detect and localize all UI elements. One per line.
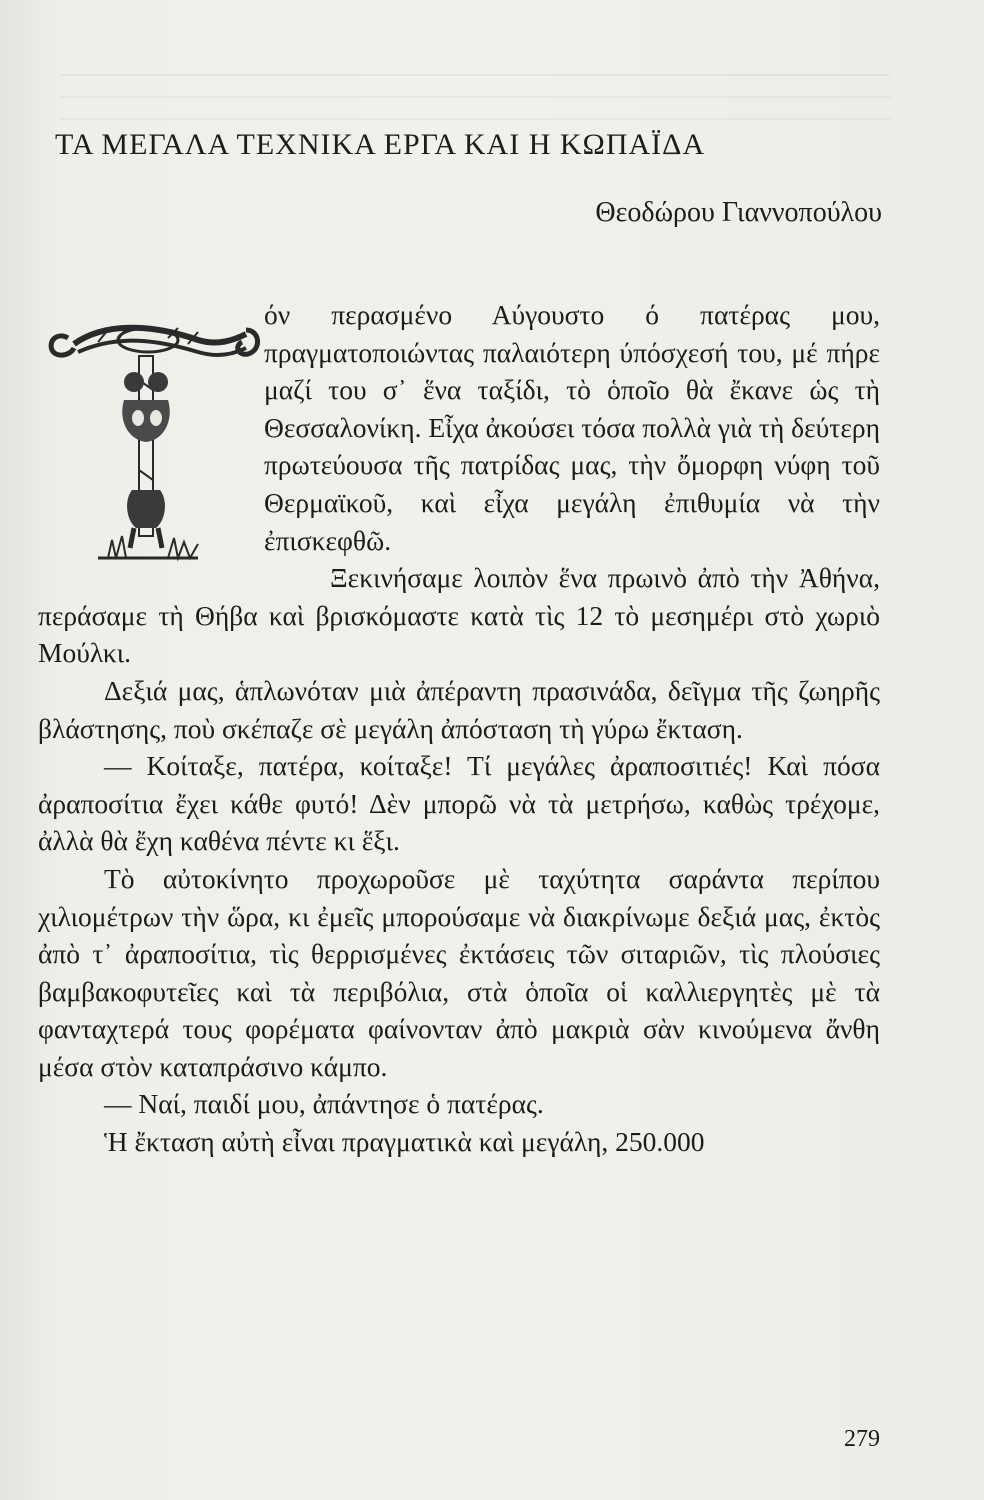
chapter-title: ΤΑ ΜΕΓΑΛΑ ΤΕΧΝΙΚΑ ΕΡΓΑ ΚΑΙ Η ΚΩΠΑΪΔΑ [55, 128, 706, 161]
article-body [38, 296, 880, 1161]
show-through-texture [60, 60, 890, 120]
author-name: Θεοδώρου Γιαννοπούλου [595, 197, 882, 228]
first-paragraph: όν περασμένο Αύγουστο ό πατέρας μου, πραγματοποιώντας παλαιότερη ύπόσχεσή του, μέ πήρε μαζί του σ᾽ ἕνα ταξίδι, τὸ ὁποῖο θὰ ἔκανε ὡς τὴ Θεσσαλονίκη. Εἶχα ἀκούσει τόσα πολλὰ γιὰ τὴ δεύτερη πρωτεύουσα τῆς πατρίδας μας, τὴν ὄμορφη νύφη τοῦ Θερμαϊκοῦ, καὶ εἶχα μεγάλη ἐπιθυμία νὰ τὴν ἐπισκεφθῶ. [264, 299, 880, 556]
dialogue-paragraph: — Ναί, παιδί μου, ἀπάντησε ὁ πατέρας. [104, 1088, 544, 1120]
ornamental-initial-icon [38, 300, 260, 568]
paragraph: Ἡ ἔκταση αὐτὴ εἶναι πραγματικὰ καὶ μεγάλη, 250.000 [104, 1126, 705, 1158]
page-number: 279 [844, 1426, 880, 1452]
paragraph: Δεξιά μας, ἁπλωνόταν μιὰ ἀπέραντη πρασινάδα, δεῖγμα τῆς ζωηρῆς βλάστησης, ποὺ σκέπαζε σὲ μεγάλη ἀπόσταση τὴ γύρω ἔκταση. [38, 674, 880, 744]
paragraph: Τὸ αὐτοκίνητο προχωροῦσε μὲ ταχύτητα σαράντα περίπου χιλιομέτρων τὴν ὥρα, κι ἐμεῖς μπορούσαμε νὰ διακρίνωμε δεξιά μας, ἐκτὸς ἀπὸ τ᾽ ἀραποσίτια, τὶς θερρισμένες ἐκτάσεις τῶν σιταριῶν, τὶς πλούσιες βαμβακοφυτεῖες καὶ τὰ περιβόλια, στὰ ὁποῖα οἱ καλλιεργητὲς μὲ τὰ φανταχτερά τους φορέματα φαίνονταν ἀπὸ μακριὰ σὰν κινούμενα ἄνθη μέσα στὸν καταπράσινο κάμπο. [38, 862, 880, 1082]
dialogue-paragraph: — Κοίταξε, πατέρα, κοίταξε! Τί μεγάλες ἀραποσιτιές! Καὶ πόσα ἀραποσίτια ἔχει κάθε φυτό! Δὲν μπορῶ νὰ τὰ μετρήσω, καθὼς τρέχομε, ἀλλὰ θὰ ἔχη καθένα πέντε κι ἕξι. [38, 750, 880, 857]
paragraph: Ξεκινήσαμε λοιπὸν ἕνα πρωινὸ ἀπὸ τὴν Ἀθήνα, περάσαμε τὴ Θήβα καὶ βρισκόμαστε κατὰ τὶς 12 τὸ μεσημέρι στὸ χωριὸ Μούλκι. [38, 562, 880, 669]
